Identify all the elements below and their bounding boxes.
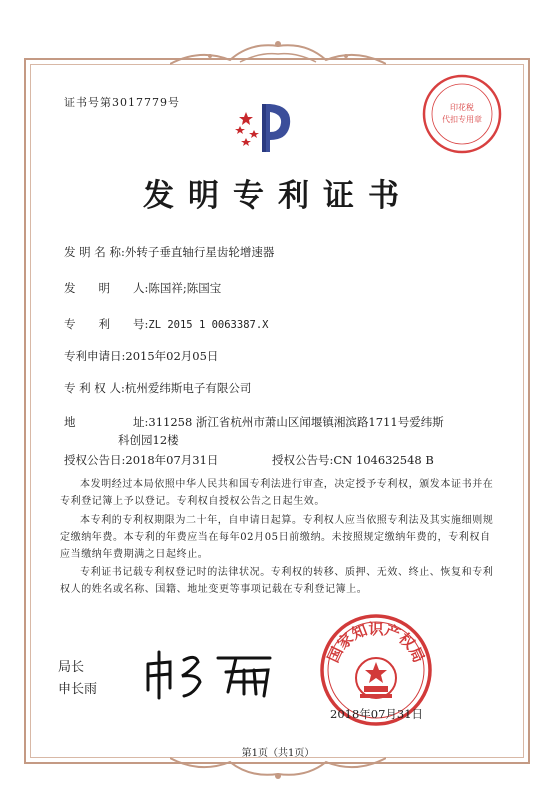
director-signature xyxy=(140,646,280,702)
field-grant-number xyxy=(272,452,434,468)
filing-date-value: 2015年02月05日 xyxy=(125,349,219,363)
field-patentee xyxy=(64,380,251,396)
grant-number-label: 授权公告号: xyxy=(272,453,334,467)
patentee-value: 杭州爱纬斯电子有限公司 xyxy=(124,381,252,395)
grant-date-value: 2018年07月31日 xyxy=(125,453,219,467)
address-value-line2: 科创园12楼 xyxy=(118,433,179,447)
filing-date-label: 专利申请日: xyxy=(64,349,126,363)
patent-number-value: ZL 2015 1 0063387.X xyxy=(148,319,269,331)
inventors-value: 陈国祥;陈国宝 xyxy=(148,281,222,295)
svg-text:代扣专用章: 代扣专用章 xyxy=(442,115,482,124)
field-patent-number xyxy=(64,316,268,332)
grant-number-value: CN 104632548 B xyxy=(333,453,434,467)
seal-date: 2018年07月31日 xyxy=(330,707,424,721)
top-ornament xyxy=(170,38,386,70)
patentee-label: 专 利 权 人: xyxy=(64,381,125,395)
patent-number-label: 专 利 号: xyxy=(64,317,149,331)
invention-name-value: 外转子垂直轴行星齿轮增速器 xyxy=(124,245,275,259)
svg-text:印花税: 印花税 xyxy=(450,103,474,112)
certificate-number: 证书号第3017779号 xyxy=(64,96,180,109)
tax-stamp-icon xyxy=(420,72,504,156)
director-title: 局长 xyxy=(58,660,85,675)
invention-name-label: 发 明 名 称: xyxy=(64,245,125,259)
page-title: 发明专利证书 xyxy=(143,178,413,214)
inventors-label: 发 明 人: xyxy=(64,281,149,295)
field-invention-name xyxy=(64,244,274,260)
body-paragraph-2: 本专利的专利权期限为二十年，自申请日起算。专利权人应当依照专利法及其实施细则规定缴纳年费。本专利的年费应当在每年02月05日前缴纳。未按照规定缴纳年费的，专利权自应当缴纳年费期满之日起终止。 xyxy=(60,515,494,560)
address-value-line1: 311258 浙江省杭州市萧山区闻堰镇湘滨路1711号爱纬斯 xyxy=(148,415,444,429)
grant-date-label: 授权公告日: xyxy=(64,453,126,467)
address-label: 地 址: xyxy=(64,415,149,429)
field-grant-date xyxy=(64,452,218,468)
svg-text:国家知识产权局: 国家知识产权局 xyxy=(323,620,429,666)
patent-office-emblem-icon xyxy=(232,100,298,154)
body-paragraph-1: 本发明经过本局依照中华人民共和国专利法进行审查，决定授予专利权，颁发本证书并在专利登记簿上予以登记。专利权自授权公告之日起生效。 xyxy=(60,479,494,507)
director-name: 申长雨 xyxy=(58,682,98,697)
field-address xyxy=(64,414,444,430)
body-paragraph-3: 专利证书记载专利权登记时的法律状况。专利权的转移、质押、无效、终止、恢复和专利权人的姓名或名称、国籍、地址变更等事项记载在专利登记簿上。 xyxy=(60,567,494,595)
page-number: 第1页（共1页） xyxy=(241,748,315,759)
field-filing-date xyxy=(64,348,218,364)
field-inventors xyxy=(64,280,221,296)
